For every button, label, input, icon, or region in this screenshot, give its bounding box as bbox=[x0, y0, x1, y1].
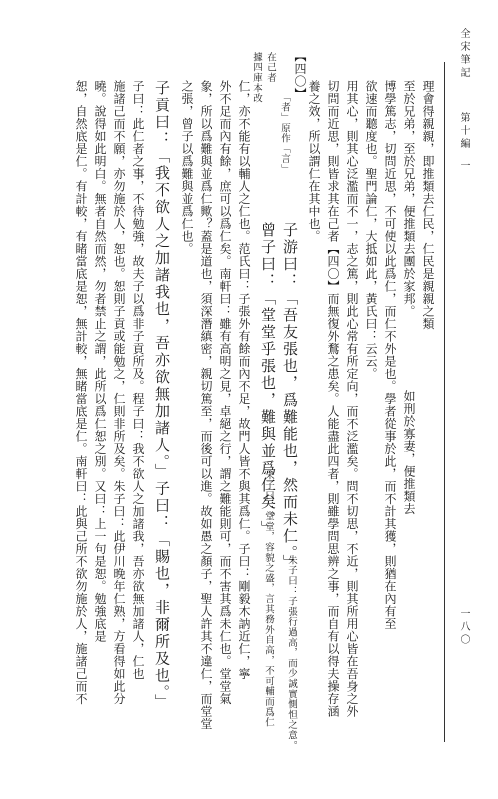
text-column-5: 欲速而聽度也。聖門論仁，大抵如此，黃氏曰：云云。 bbox=[364, 80, 378, 380]
text-column-8: 養之效，所以謂仁在其中也。 bbox=[307, 80, 321, 243]
book-title: 全宋筆記 bbox=[458, 28, 469, 80]
text-column-18: 子曰：此仁者之事，不待勉強，故夫子以爲非子貢所及。程子曰：我不欲人之加諸我，吾亦欲無加諸人，仁也 bbox=[131, 80, 145, 680]
page-number: 一八〇 bbox=[458, 608, 469, 647]
text-column-16: 之張，曾子以爲難與並爲仁也。 bbox=[180, 80, 194, 255]
annotation-column-12: 朱子曰：堂堂，容貌之盛，言其務外自高，不可輔而爲仁 bbox=[263, 470, 274, 728]
header-divider bbox=[444, 62, 445, 742]
text-column-6: 用其心，則其心泛濫而不一，志之篤，則此心常有所定向，而不泛濫矣。問不切思，不近，則其所用心皆在吾身之外 bbox=[345, 80, 359, 718]
text-column-15: 象，所以爲難與並爲仁歟？蓋是道也，須深潛縝密，親切篤至，而後可以進。故如愚之顏子，聖人許其不違仁，而堂堂 bbox=[199, 80, 213, 730]
text-column-17: 子貢曰：「我不欲人之加諸我也，吾亦欲無加諸人。」子曰：「賜也，非爾所及也。」 bbox=[153, 80, 171, 711]
text-column-1: 理會得親親，即推類去仁民，仁民是親親之類 bbox=[421, 80, 435, 330]
text-column-20: 曉。說得如此明白。無者自然而然，勿者禁止之謂，此所以爲仁恕之別。又曰：上一句是恕。勉強底是 bbox=[93, 80, 107, 643]
annotation-column-10: 朱子曰：子張行過高，而少誠實惻怛之意。 bbox=[286, 555, 297, 751]
text-column-2: 至於兄弟，至於兄弟，便推類去團於家邦。 bbox=[402, 80, 416, 318]
text-column-4: 博學篤志，切問近思，不可使以此爲仁，而仁不外是也。學者從事於此，而不計其獲，則猶在內有至 bbox=[383, 80, 397, 630]
series-section: 第十編 bbox=[458, 112, 469, 151]
volume-number: 一 bbox=[458, 160, 469, 173]
text-column-11: 曾子曰：「堂堂乎張也，難與並爲仁矣。」 bbox=[259, 222, 277, 538]
text-column-7: 切問而近思，則皆求其在己者【四〇】而無復外鶩之患矣。人能盡此四者，則雖學問思辨之事，而自有以得夫操存涵 bbox=[326, 80, 340, 718]
text-column-19: 施諸己而不願，亦勿施於人，恕也。恕則子貢或能勉之，仁則非所及矣。朱子曰：此伊川晚年仁熟，方看得如此分 bbox=[112, 80, 126, 705]
text-column-3: 如刑於寡妻，便推類去 bbox=[402, 390, 416, 515]
footnote-line-2: 「者」原作「言」 bbox=[279, 92, 290, 175]
footnote-line-1: 在己者 bbox=[265, 52, 276, 83]
text-column-14: 外不足而內有餘，庶可以爲仁矣。南軒曰：雖有高明之見，卓絕之行，謂之難能則可，而不害其爲未仁也。堂堂氣 bbox=[218, 80, 232, 705]
text-column-13: 仁，亦不能有以輔人之仁也。范氏曰：子張外有餘而內不足，故門人皆不與其爲仁。子曰：剛毅木訥近仁，寧 bbox=[237, 80, 251, 680]
footnote-line-3: 據四庫本改 bbox=[251, 52, 262, 104]
text-column-9: 子游曰：「吾友張也，爲難能也，然而未仁。」 bbox=[281, 222, 299, 572]
text-column-21: 恕，自然底是仁。有計較，有睹當底是恕，無計較，無睹當底是仁。南軒曰：此與己所不欲勿施於人，施諸己而不 bbox=[74, 80, 88, 705]
footnote-label: 【四〇】 bbox=[293, 50, 307, 100]
